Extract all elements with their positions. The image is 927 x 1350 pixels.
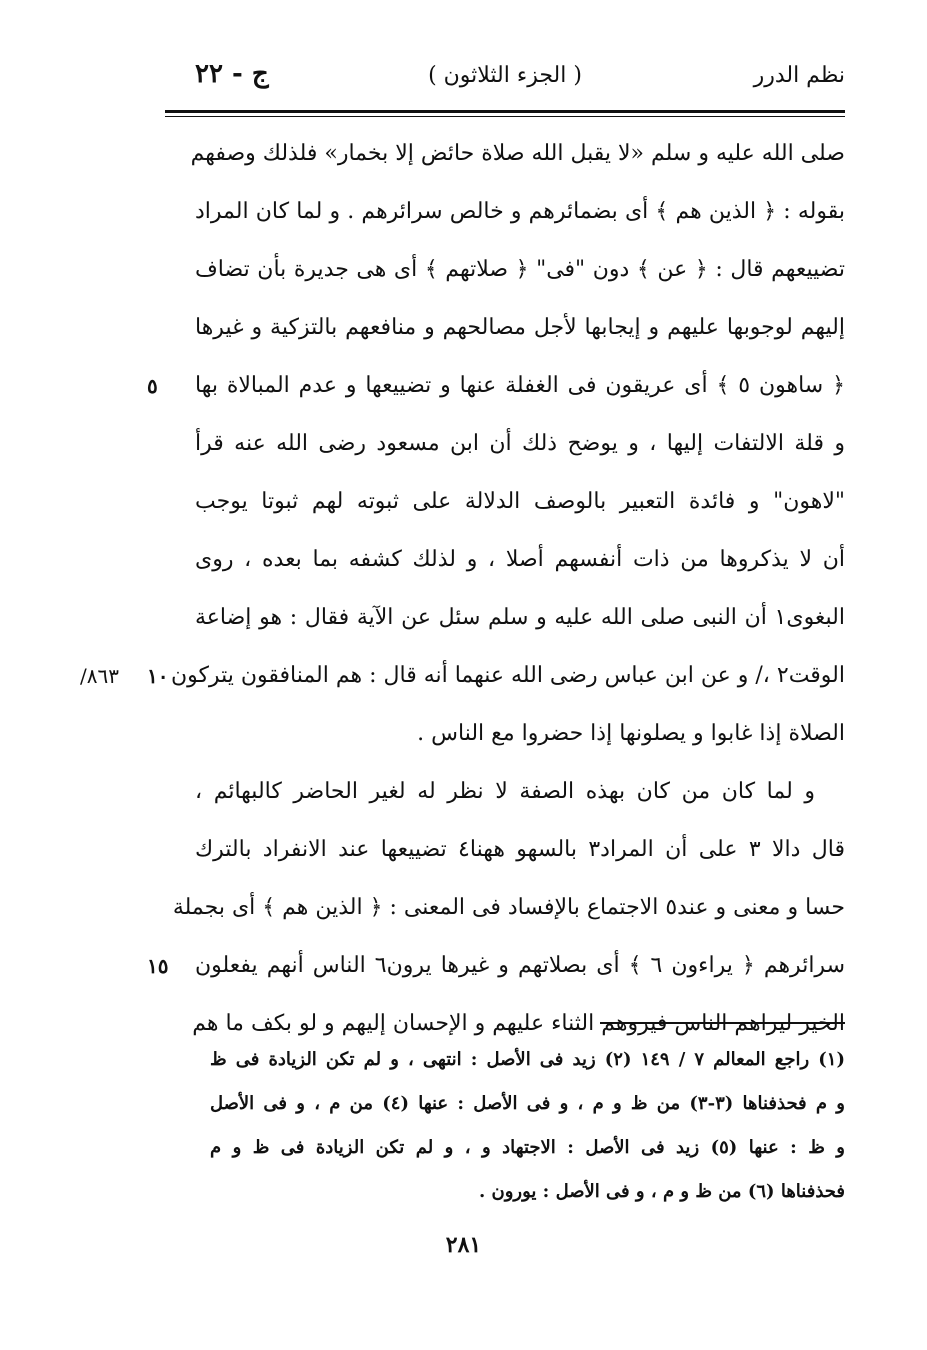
line-number-marker: ٥	[147, 374, 158, 398]
text-line-content: إليهم لوجوبها عليهم و إيجابها لأجل مصالحهم و منافعهم بالتزكية و غيرها	[195, 315, 845, 340]
text-line	[80, 647, 845, 705]
text-line-content: أن لا يذكروها من ذات أنفسهم أصلا ، و لذلك كشفه بما بعده ، روى	[195, 547, 845, 572]
text-line	[195, 705, 845, 763]
text-line	[195, 183, 845, 241]
header-rule	[165, 110, 845, 117]
text-line-content: "لاهون" و فائدة التعبير بالوصف الدلالة على ثبوته لهم ثبوتا يوجب	[195, 489, 845, 514]
text-line	[195, 415, 845, 473]
footnote-line: (١) راجع المعالم ٧ / ١٤٩ (٢) زيد فى الأصل : انتهى ، و لم تكن الزيادة فى ظ	[210, 1049, 845, 1070]
footnote-rule	[600, 1022, 845, 1024]
text-line	[190, 125, 845, 183]
text-line-content: قال دالا ٣ على أن المراد٣ بالسهو ههنا٤ تضييعها عند الانفراد بالترك	[195, 837, 846, 862]
footnote-line: فحذفناها (٦) من ظ و م ، و فى الأصل : يورون .	[478, 1181, 845, 1202]
text-line	[195, 241, 845, 299]
text-line-content: الصلاة إذا غابوا و يصلونها إذا حضروا مع الناس .	[417, 721, 845, 746]
text-line-content: ﴿ ساهون ٥ ﴾ أى عريقون فى الغفلة عنها و تضييعها و عدم المبالاة بها	[195, 373, 845, 398]
text-line-content: الخير ليراهم الناس فيروهم الثناء عليهم و الإحسان إليهم و لو بكف ما هم	[192, 1011, 845, 1036]
book-title: نظم الدرر	[753, 63, 845, 88]
footnotes	[210, 1038, 845, 1214]
text-line-content: الوقت٢ ،/ و عن ابن عباس رضى الله عنهما أنه قال : هم المنافقون يتركون	[170, 663, 845, 688]
text-line-content: حسا و معنى و عند٥ الاجتماع بالإفساد فى المعنى : ﴿ الذين هم ﴾ أى بجملة	[172, 895, 845, 920]
text-line	[195, 299, 845, 357]
text-line-content: صلى الله عليه و سلم «لا يقبل الله صلاة حائض إلا بخمار» فلذلك وصفهم	[190, 141, 845, 166]
text-line	[147, 937, 846, 995]
text-line-content: و لما كان من كان بهذه الصفة لا نظر له لغير الحاضر كالبهائم ،	[195, 779, 815, 804]
manuscript-folio-marker: ٨٦٣/	[80, 664, 119, 688]
page-number: ٢٨١	[445, 1232, 482, 1258]
text-line	[147, 357, 845, 415]
text-line-content: البغوى١ أن النبى صلى الله عليه و سلم سئل عن الآية فقال : هو إضاعة	[195, 605, 845, 630]
line-number-marker: ١٠	[147, 664, 169, 688]
line-number-marker: ١٥	[147, 954, 169, 978]
text-line	[195, 531, 845, 589]
footnote-line: و م فحذفناها (٣-٣) من ظ و م ، و فى الأصل : عنها (٤) من م ، و فى الأصل	[210, 1093, 845, 1114]
text-line	[172, 879, 845, 937]
page-header	[165, 55, 845, 99]
text-line	[195, 763, 845, 821]
main-text	[80, 125, 846, 1053]
footnote-line: و ظ : عنها (٥) زيد فى الأصل : الاجتهاد و ، و لم تكن الزيادة فى ظ و م	[210, 1137, 845, 1158]
text-line-content: بقوله : ﴿ الذين هم ﴾ أى بضمائرهم و خالص سرائرهم . و لما كان المراد	[195, 199, 845, 224]
text-line-content: تضييعهم قال : ﴿ عن ﴾ دون "فى" ﴿ صلاتهم ﴾ أى هى جديرة بأن تضاف	[195, 257, 845, 282]
text-line	[195, 473, 845, 531]
part-title: ( الجزء الثلاثون )	[428, 63, 582, 88]
text-line	[195, 821, 845, 879]
text-line	[195, 589, 845, 647]
text-line-content: و قلة الالتفات إليها ، و يوضح ذلك أن ابن مسعود رضى الله عنه قرأ	[195, 431, 845, 456]
volume-label: ج - ٢٢	[195, 59, 269, 89]
text-line-content: سرائرهم ﴿ يراءون ٦ ﴾ أى بصلاتهم و غيرها يرون٦ الناس أنهم يفعلون	[195, 953, 846, 978]
